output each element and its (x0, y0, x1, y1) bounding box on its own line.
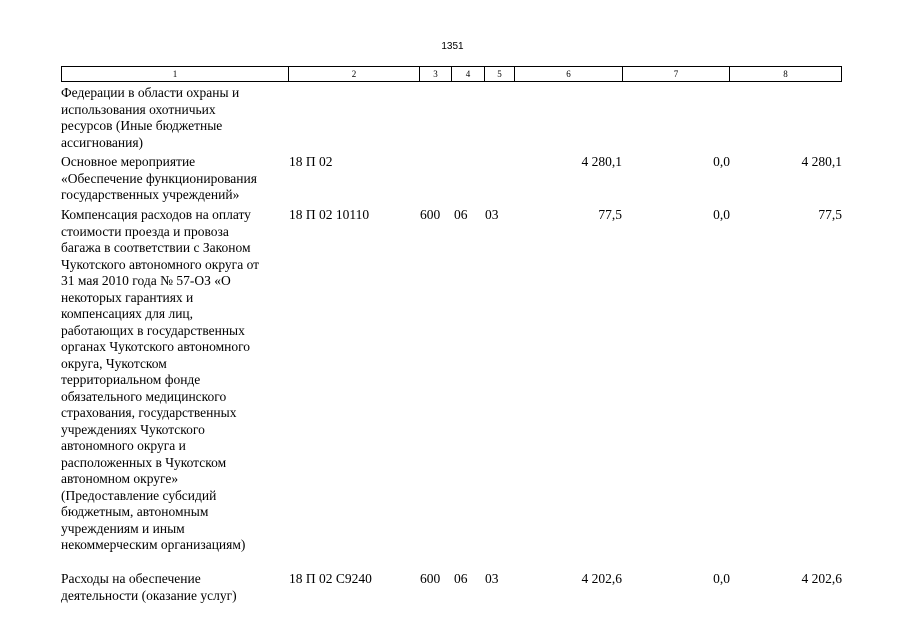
row-name (61, 207, 286, 554)
row-name-line: Федерации в области охраны и (61, 85, 240, 100)
row-name-line: обязательного медицинского (61, 388, 227, 404)
page-number: 1351 (441, 41, 464, 52)
row-value-8: 4 202,6 (801, 571, 842, 586)
row-name-line: некоторых гарантиях и (61, 289, 194, 305)
row-pr: 03 (485, 207, 499, 222)
table-header (61, 66, 842, 82)
row-name-line: территориальном фонде (61, 372, 201, 387)
row-name-line: учреждениям и иным (61, 520, 185, 536)
row-name-line: компенсациях для лиц, (61, 306, 194, 321)
row-pr: 03 (485, 571, 499, 586)
header-col-5: 5 (485, 67, 515, 81)
row-vr: 600 (420, 207, 441, 222)
row-name-line: Основное мероприятие (61, 154, 196, 169)
row-name-line: органах Чукотского автономного (61, 339, 251, 354)
row-name-line: округа, Чукотском (61, 355, 167, 371)
row-name-line: автономного округа и (61, 438, 186, 453)
row-name-line: расположенных в Чукотском (61, 454, 227, 470)
row-code: 18 П 02 С9240 (289, 571, 372, 586)
row-value-8: 4 280,1 (801, 154, 842, 169)
row-value-8: 77,5 (818, 207, 842, 222)
row-value-7: 0,0 (713, 207, 730, 222)
row-name-line: государственных учреждений» (61, 187, 240, 202)
row-code: 18 П 02 10110 (289, 207, 370, 222)
row-name-line: ассигнования) (61, 134, 144, 150)
row-vr: 600 (420, 571, 441, 586)
row-name-line: стоимости проезда и провоза (61, 223, 229, 239)
row-name-line: некоммерческим организациям) (61, 537, 246, 552)
header-col-1: 1 (62, 67, 289, 81)
row-name-line: «Обеспечение функционирования (61, 170, 257, 186)
row-name-line: Расходы на обеспечение (61, 571, 201, 586)
row-name-line: деятельности (оказание услуг) (61, 587, 237, 603)
row-value-6: 4 280,1 (581, 154, 622, 169)
row-code: 18 П 02 (289, 154, 333, 169)
row-value-7: 0,0 (713, 154, 730, 169)
row-name-line: учреждениях Чукотского (61, 421, 205, 437)
row-name-line: 31 мая 2010 года № 57-ОЗ «О (61, 273, 231, 288)
row-value-6: 77,5 (598, 207, 622, 222)
header-col-6: 6 (515, 67, 623, 81)
row-name (61, 85, 286, 151)
row-name (61, 571, 286, 604)
row-rz: 06 (454, 571, 468, 586)
row-name-line: ресурсов (Иные бюджетные (61, 118, 223, 133)
row-value-6: 4 202,6 (581, 571, 622, 586)
row-value-7: 0,0 (713, 571, 730, 586)
row-name-line: Компенсация расходов на оплату (61, 207, 251, 222)
header-col-4: 4 (452, 67, 485, 81)
row-rz: 06 (454, 207, 468, 222)
header-col-3: 3 (420, 67, 452, 81)
row-name-line: использования охотничьих (61, 101, 216, 117)
row-name-line: страхования, государственных (61, 405, 237, 420)
row-name (61, 154, 286, 204)
header-col-8: 8 (783, 69, 788, 79)
row-name-line: багажа в соответствии с Законом (61, 240, 251, 255)
row-name-line: Чукотского автономного округа от (61, 256, 260, 272)
header-col-2: 2 (289, 67, 420, 81)
row-name-line: автономном округе» (61, 471, 179, 486)
header-col-7: 7 (623, 67, 730, 81)
row-name-line: бюджетным, автономным (61, 504, 209, 519)
row-name-line: (Предоставление субсидий (61, 487, 217, 503)
row-name-line: работающих в государственных (61, 322, 245, 338)
